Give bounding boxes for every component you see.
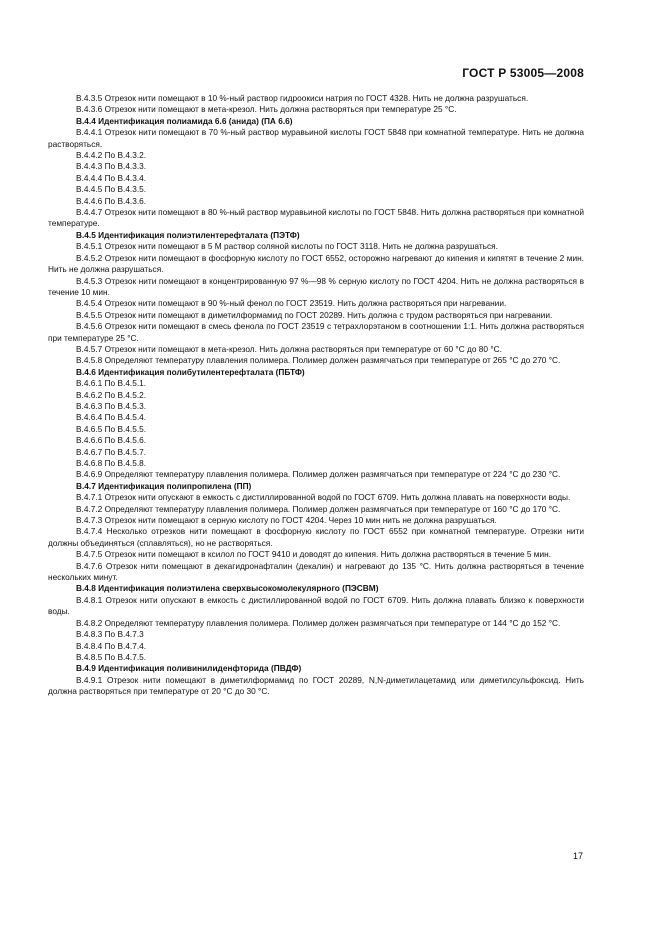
clause-paragraph: В.4.6.6 По В.4.5.6. (76, 435, 147, 446)
page-number: 17 (573, 851, 584, 861)
clause-paragraph: В.4.8.4 По В.4.7.4. (76, 640, 147, 651)
clause-paragraph: В.4.7.1 Отрезок нити опускают в емкость с дистиллированной водой по ГОСТ 6709. Нить должна плавать на поверхности воды. (76, 492, 571, 503)
clause-paragraph: В.4.5.3 Отрезок нити помещают в концентрированную 97 %—98 % серную кислоту по ГОСТ 4204. Нить не должна растворяться в течение 10 мин. (48, 275, 584, 297)
clause-paragraph: В.4.6.5 По В.4.5.5. (76, 423, 147, 434)
clause-paragraph: В.4.7.2 Определяют температуру плавления полимера. Полимер должен размягчаться при температуре от 160 °С до 170 °С. (76, 503, 561, 514)
clause-paragraph: В.4.4.7 Отрезок нити помещают в 80 %-ный раствор муравьиной кислоты по ГОСТ 5848. Нить должна растворяться при комнатной температуре. (48, 207, 584, 229)
clause-paragraph: В.4.7.4 Несколько отрезков нити помещают в фосфорную кислоту по ГОСТ 6552 при комнатной температуре. Отрезки нити должны объединяться (сплавляться), но не растворяться. (48, 526, 584, 548)
clause-paragraph: В.4.4.4 По В.4.3.4. (76, 172, 147, 183)
clause-paragraph: В.4.5.2 Отрезок нити помещают в фосфорную кислоту по ГОСТ 6552, осторожно нагревают до кипения и кипятят в течение 2 мин. Нить не должна разрушаться. (48, 252, 584, 275)
clause-paragraph: В.4.3.5 Отрезок нити помещают в 10 %-ный раствор гидроокиси натрия по ГОСТ 4328. Нить не должна разрушаться. (76, 93, 529, 103)
section-heading: В.4.7 Идентификация полипропилена (ПП) (76, 480, 252, 491)
clause-paragraph: В.4.4.6 По В.4.3.6. (76, 195, 147, 206)
clause-paragraph: В.4.4.2 По В.4.3.2. (76, 150, 147, 161)
clause-paragraph: В.4.6.9 Определяют температуру плавления полимера. Полимер должен размягчаться при температуре от 224 °С до 230 °С. (76, 469, 561, 480)
section-heading: В.4.9 Идентификация поливинилиденфторида (ПВДФ) (76, 663, 302, 674)
clause-paragraph: В.4.4.5 По В.4.3.5. (76, 184, 147, 195)
clause-paragraph: В.4.8.2 Определяют температуру плавления полимера. Полимер должен размягчаться при температуре от 144 °С до 152 °С. (76, 617, 561, 628)
clause-paragraph: В.4.5.1 Отрезок нити помещают в 5 М раствор соляной кислоты по ГОСТ 3118. Нить не должна разрушаться. (76, 241, 498, 252)
clause-paragraph: В.4.5.8 Определяют температуру плавления полимера. Полимер должен размягчаться при температуре от 265 °С до 270 °С. (76, 355, 561, 366)
clause-paragraph: В.4.3.6 Отрезок нити помещают в мета-крезол. Нить должна растворяться при температуре 25 °С. (76, 104, 457, 115)
clause-paragraph: В.4.7.5 Отрезок нити помещают в ксилол по ГОСТ 9410 и доводят до кипения. Нить должна растворяться в течение 5 мин. (76, 549, 552, 560)
clause-paragraph: В.4.5.6 Отрезок нити помещают в смесь фенола по ГОСТ 23519 с тетрахлорэтаном в соотношении 1:1. Нить должна растворяться при температуре 25 °С. (48, 321, 584, 343)
clause-paragraph: В.4.8.5 По В.4.7.5. (76, 651, 147, 662)
clause-paragraph: В.4.6.3 По В.4.5.3. (76, 400, 147, 411)
clause-paragraph: В.4.4.3 По В.4.3.3. (76, 161, 147, 172)
document-code-header: ГОСТ Р 53005—2008 (462, 66, 584, 80)
clause-paragraph: В.4.9.1 Отрезок нити помещают в диметилформамид по ГОСТ 20289, N,N-диметилацетамид или диметилсульфоксид. Нить должна растворяться при температуре от 20 °С до 30 °С. (48, 674, 584, 697)
clause-paragraph: В.4.6.8 По В.4.5.8. (76, 458, 147, 468)
clause-paragraph: В.4.5.7 Отрезок нити помещают в мета-крезол. Нить должна растворяться при температуре от 60 °С до 80 °С. (76, 343, 502, 354)
section-heading: В.4.8 Идентификация полиэтилена сверхвысокомолекулярного (ПЭСВМ) (76, 583, 379, 594)
clause-paragraph: В.4.6.7 По В.4.5.7. (76, 446, 147, 457)
section-heading: В.4.6 Идентификация полибутилентерефталата (ПБТФ) (76, 366, 305, 377)
clause-paragraph: В.4.7.6 Отрезок нити помещают в декагидронафталин (декалин) и нагревают до 135 °С. Нить должна растворяться в течение нескольких минут. (48, 560, 584, 583)
clause-paragraph: В.4.6.4 По В.4.5.4. (76, 412, 147, 423)
section-heading: В.4.4 Идентификация полиамида 6.6 (анида) (ПА 6.6) (76, 115, 293, 126)
clause-paragraph: В.4.5.5 Отрезок нити помещают в диметилформамид по ГОСТ 20289. Нить должна с трудом растворяться при нагревании. (76, 309, 553, 320)
clause-paragraph: В.4.4.1 Отрезок нити помещают в 70 %-ный раствор муравьиной кислоты ГОСТ 5848 при комнатной температуре. Нить не должна растворяться. (48, 127, 584, 149)
clause-paragraph: В.4.7.3 Отрезок нити помещают в серную кислоту по ГОСТ 4204. Через 10 мин нить не должна разрушаться. (76, 515, 497, 526)
clause-paragraph: В.4.6.2 По В.4.5.2. (76, 389, 147, 400)
section-heading: В.4.5 Идентификация полиэтилентерефталата (ПЭТФ) (76, 229, 300, 240)
clause-paragraph: В.4.8.1 Отрезок нити опускают в емкость с дистиллированной водой по ГОСТ 6709. Нить должна плавать близко к поверхности воды. (48, 594, 584, 617)
document-body (48, 93, 584, 698)
clause-paragraph: В.4.8.3 По В.4.7.3 (76, 629, 144, 640)
clause-paragraph: В.4.5.4 Отрезок нити помещают в 90 %-ный фенол по ГОСТ 23519. Нить должна растворяться при нагревании. (76, 298, 507, 309)
clause-paragraph: В.4.6.1 По В.4.5.1. (76, 378, 147, 389)
